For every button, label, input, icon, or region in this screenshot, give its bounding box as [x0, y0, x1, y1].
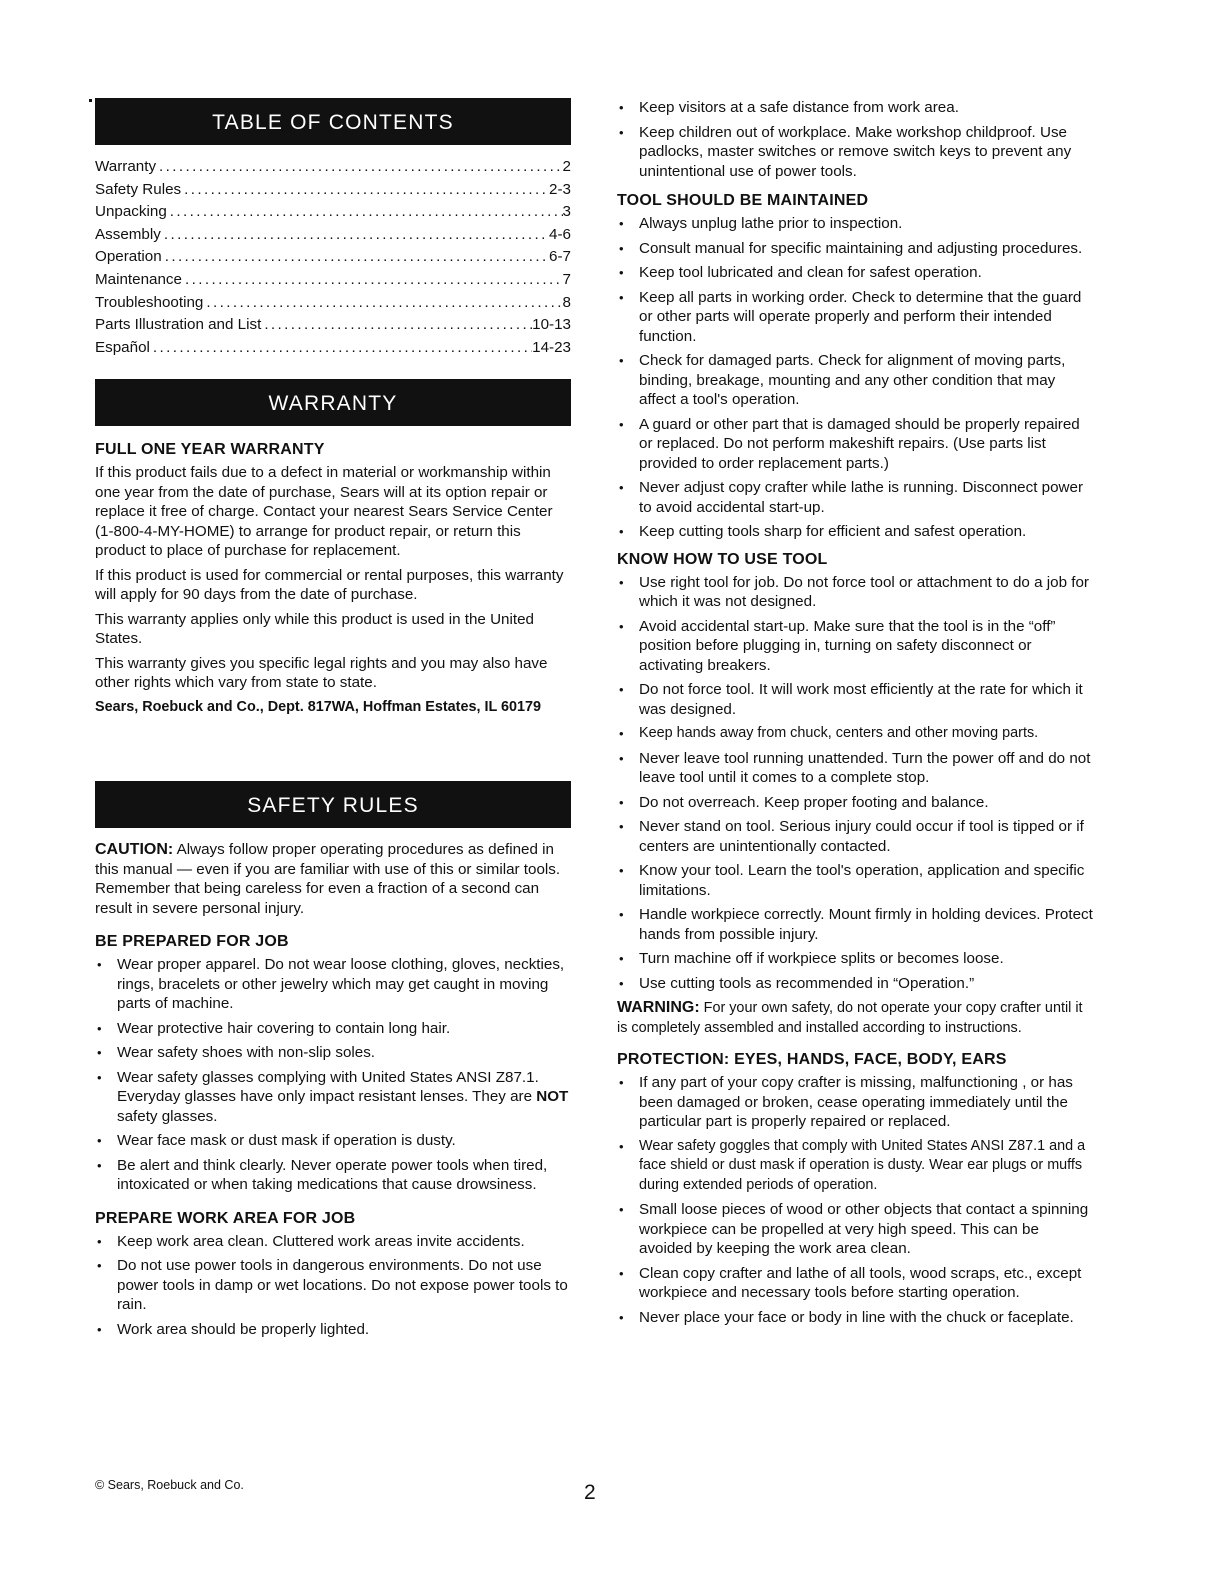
- warranty-paragraph: This warranty gives you specific legal rights and you may also have other rights which vary from state to state.: [95, 654, 548, 691]
- toc-leader-dots: [181, 179, 549, 202]
- toc-entry-page: 2-3: [549, 180, 571, 198]
- copyright-footer: © Sears, Roebuck and Co.: [95, 1478, 244, 1492]
- toc-leader-dots: [182, 269, 563, 292]
- warranty-paragraph: If this product fails due to a defect in material or workmanship within one year from the date of purchase, Sears will at its option repair or replace it free of charge. Contact your nearest Sears Service Center (1-800-4-MY-HOME) to arrange for product repair, or return this product to place of purchase for replacement.: [95, 464, 553, 559]
- list-item: • Never stand on tool. Serious injury could occur if tool is tipped or if centers are unintentionally contacted.: [617, 817, 1093, 856]
- list-item: • Always unplug lathe prior to inspection.: [617, 214, 1093, 234]
- toc-entry-title: Safety Rules: [95, 180, 182, 198]
- list-item: • Wear safety goggles that comply with United States ANSI Z87.1 and a face shield or dust mask if operation is dusty. Wear ear plugs or muffs during extended periods of operation.: [617, 1137, 1093, 1196]
- toc-entry-title: Unpacking: [95, 203, 167, 221]
- toc-entry-title: Maintenance: [95, 270, 182, 288]
- caution-text: Always follow proper operating procedures as defined in this manual — even if you are familiar with use of this or similar tools. Remember that being careless for even a fraction of a second can result in severe personal injury.: [95, 841, 561, 917]
- list-item: • Handle workpiece correctly. Mount firmly in holding devices. Protect hands from possible injury.: [617, 905, 1093, 944]
- list-item: • A guard or other part that is damaged should be properly repaired or replaced. Do not perform makeshift repairs. (Use parts list provided to order replacement parts.): [617, 415, 1093, 474]
- list-item: • Work area should be properly lighted.: [95, 1320, 571, 1340]
- toc-entry-page: 4-6: [549, 225, 571, 243]
- toc-leader-dots: [161, 224, 549, 247]
- list-item: • Wear protective hair covering to contain long hair.: [95, 1019, 571, 1039]
- glasses-text-end: safety glasses.: [117, 1107, 218, 1125]
- caution-label: CAUTION:: [95, 841, 174, 858]
- list-item: • Wear face mask or dust mask if operation is dusty.: [95, 1131, 571, 1151]
- warning-label: WARNING:: [617, 999, 700, 1016]
- toc-leader-dots: [162, 246, 549, 269]
- toc-entry-page: 2: [562, 158, 571, 175]
- toc-entry-title: Operation: [95, 248, 162, 266]
- list-item: • Keep all parts in working order. Check to determine that the guard or other parts will operate properly and perform their intended function.: [617, 288, 1093, 347]
- list-item: • Clean copy crafter and lathe of all tools, wood scraps, etc., except workpiece and necessary tools before starting operation.: [617, 1264, 1093, 1303]
- prepare-area-list: [95, 1232, 571, 1340]
- list-item: • Keep tool lubricated and clean for safest operation.: [617, 263, 1093, 283]
- list-item: • Small loose pieces of wood or other objects that contact a spinning workpiece can be propelled at very high speed. This can be avoided by keeping the work area clean.: [617, 1200, 1093, 1259]
- warranty-paragraph: If this product is used for commercial or rental purposes, this warranty will apply for 90 days from the date of purchase.: [95, 566, 564, 603]
- toc-entry-page: 8: [562, 293, 571, 311]
- list-item: • Never leave tool running unattended. Turn the power off and do not leave tool until it comes to a complete stop.: [617, 749, 1093, 788]
- list-item: • Keep children out of workplace. Make workshop childproof. Use padlocks, master switches or remove switch keys to prevent any unintentional use of power tools.: [617, 123, 1093, 182]
- toc-entry: [95, 201, 571, 224]
- list-item: • Use cutting tools as recommended in “Operation.”: [617, 974, 1093, 994]
- list-item: • Keep work area clean. Cluttered work areas invite accidents.: [95, 1232, 571, 1252]
- maintained-heading: TOOL SHOULD BE MAINTAINED: [617, 192, 869, 209]
- list-item: • Do not force tool. It will work most efficiently at the rate for which it was designed.: [617, 680, 1093, 719]
- toc-list: [95, 156, 571, 359]
- toc-entry: [95, 224, 571, 247]
- list-item: • Be alert and think clearly. Never operate power tools when tired, intoxicated or when taking medications that cause drowsiness.: [95, 1156, 571, 1195]
- list-item: • Use right tool for job. Do not force tool or attachment to do a job for which it was not designed.: [617, 573, 1093, 612]
- toc-entry-page: 6-7: [549, 248, 571, 266]
- warranty-section: [95, 440, 571, 722]
- warning-paragraph: [617, 998, 1093, 1038]
- visitors-list: [617, 98, 1093, 181]
- toc-leader-dots: [150, 337, 532, 360]
- toc-entry: [95, 179, 571, 202]
- caution-paragraph: [95, 840, 571, 918]
- warranty-header: WARRANTY: [95, 379, 571, 426]
- list-item: • Wear proper apparel. Do not wear loose clothing, gloves, neckties, rings, bracelets or other jewelry which may get caught in moving parts of machine.: [95, 955, 571, 1014]
- safety-section-left: [95, 840, 571, 1344]
- list-item: • Never adjust copy crafter while lathe is running. Disconnect power to avoid accidental start-up.: [617, 478, 1093, 517]
- list-item: • Do not overreach. Keep proper footing and balance.: [617, 793, 1093, 813]
- protection-list: [617, 1073, 1093, 1327]
- maintained-list: [617, 214, 1093, 542]
- toc-entry: [95, 156, 571, 179]
- toc-entry-page: 3: [562, 203, 571, 221]
- warning-text: For your own safety, do not operate your copy crafter until it is completely assembled and installed according to instructions.: [617, 1000, 1083, 1036]
- toc-entry-page: 14-23: [532, 338, 571, 356]
- list-item: • Know your tool. Learn the tool's operation, application and specific limitations.: [617, 861, 1093, 900]
- glasses-text: Wear safety glasses complying with United States ANSI Z87.1. Everyday glasses have only impact resistant lenses. They are: [117, 1068, 539, 1105]
- protection-heading: PROTECTION: EYES, HANDS, FACE, BODY, EARS: [617, 1051, 1007, 1068]
- toc-entry: [95, 337, 571, 360]
- know-how-heading: KNOW HOW TO USE TOOL: [617, 550, 828, 568]
- toc-leader-dots: [156, 156, 563, 179]
- toc-leader-dots: [261, 314, 532, 337]
- know-how-list: [617, 573, 1093, 994]
- list-item: [95, 1068, 571, 1127]
- toc-entry-title: Parts Illustration and List: [95, 316, 262, 334]
- list-item: • Do not use power tools in dangerous environments. Do not use power tools in damp or wet locations. Do not expose power tools to rain.: [95, 1256, 571, 1315]
- list-item: • Keep hands away from chuck, centers and other moving parts.: [617, 724, 1093, 744]
- be-prepared-heading: BE PREPARED FOR JOB: [95, 933, 289, 950]
- prepare-area-heading: PREPARE WORK AREA FOR JOB: [95, 1209, 356, 1227]
- safety-rules-header: SAFETY RULES: [95, 781, 571, 828]
- be-prepared-list: [95, 955, 571, 1195]
- toc-entry-title: Warranty: [95, 158, 157, 175]
- list-item: • Turn machine off if workpiece splits or becomes loose.: [617, 949, 1093, 969]
- toc-leader-dots: [167, 201, 563, 224]
- list-item: • Keep visitors at a safe distance from work area.: [617, 98, 1093, 118]
- toc-entry: [95, 269, 571, 292]
- list-item: • Check for damaged parts. Check for alignment of moving parts, binding, breakage, mounting and any other condition that may affect a tool's operation.: [617, 351, 1093, 410]
- toc-entry-title: Troubleshooting: [95, 293, 204, 311]
- corner-mark: [89, 99, 92, 102]
- page-number: 2: [584, 1481, 596, 1504]
- toc-entry: [95, 314, 571, 337]
- list-item: • Consult manual for specific maintaining and adjusting procedures.: [617, 239, 1093, 259]
- warranty-address: Sears, Roebuck and Co., Dept. 817WA, Hoffman Estates, IL 60179: [95, 698, 541, 715]
- list-item: • Avoid accidental start-up. Make sure that the tool is in the “off” position before plugging in, turning on safety disconnect or activating breakers.: [617, 617, 1093, 676]
- toc-entry-title: Assembly: [95, 225, 161, 243]
- toc-entry-page: 10-13: [532, 316, 571, 334]
- safety-section-right: [617, 98, 1093, 1332]
- toc-entry-page: 7: [562, 270, 571, 288]
- list-item: • Never place your face or body in line with the chuck or faceplate.: [617, 1308, 1093, 1328]
- toc-header: TABLE OF CONTENTS: [95, 98, 571, 145]
- list-item: • Keep cutting tools sharp for efficient and safest operation.: [617, 522, 1093, 542]
- list-item: • If any part of your copy crafter is missing, malfunctioning , or has been damaged or broken, cease operating immediately until the particular part is properly repaired or replaced.: [617, 1073, 1093, 1132]
- toc-entry: [95, 292, 571, 315]
- list-item: • Wear safety shoes with non-slip soles.: [95, 1043, 571, 1063]
- toc-entry-title: Español: [95, 338, 150, 356]
- glasses-emphasis: NOT: [536, 1088, 569, 1105]
- toc-entry: [95, 246, 571, 269]
- toc-leader-dots: [203, 292, 562, 315]
- warranty-heading: FULL ONE YEAR WARRANTY: [95, 441, 325, 458]
- warranty-paragraph: This warranty applies only while this product is used in the United States.: [95, 610, 534, 647]
